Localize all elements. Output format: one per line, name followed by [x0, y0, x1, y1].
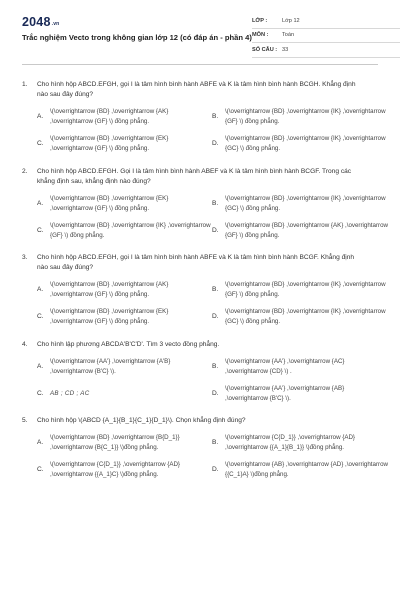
site-logo[interactable]	[22, 15, 59, 29]
option-text: \(\overrightarrow {BD} ,\overrightarrow {AK} ,\overrightarrow {GF} \) đồng phẳng.	[50, 281, 169, 298]
option-letter: D.	[212, 389, 219, 397]
meta-row-subject	[252, 29, 400, 44]
option-c[interactable]	[37, 307, 212, 327]
option-a[interactable]	[37, 107, 212, 127]
question-number: 3.	[22, 254, 28, 261]
option-b[interactable]	[212, 194, 388, 214]
question-5	[22, 416, 389, 480]
question-list	[22, 80, 389, 480]
option-letter: C.	[37, 226, 44, 234]
question-stem	[22, 167, 378, 187]
option-letter: A.	[37, 113, 44, 120]
option-grid	[22, 107, 386, 154]
option-text: \(\overrightarrow {AA'} ,\overrightarrow {A'B} ,\overrightarrow {B'C} \).	[50, 357, 171, 375]
option-letter: D.	[212, 466, 219, 473]
page-title: Trắc nghiệm Vecto trong không gian lớp 12 (có đáp án - phần 4)	[22, 33, 252, 42]
option-d[interactable]	[212, 134, 388, 154]
option-letter: C.	[37, 140, 44, 147]
option-c[interactable]	[37, 221, 212, 241]
gap	[22, 327, 378, 340]
option-text: \(\overrightarrow {C{D_1}} ,\overrightarrow {AD} ,\overrightarrow {{A_1}C} \)đồng phẳng.	[50, 461, 180, 478]
question-stem	[22, 416, 378, 426]
option-letter: B.	[212, 362, 219, 370]
option-a[interactable]	[37, 194, 212, 214]
option-text: \(\overrightarrow {BD} ,\overrightarrow {AK} ,\overrightarrow {GF} \) đồng phẳng.	[225, 221, 389, 239]
question-text: Cho hình hộp ABCD.EFGH, gọi I là tâm hình bình hành ABFE và K là tâm hình bình hành BCGF. Khẳng định nào sau đây đúng?	[37, 254, 355, 271]
option-letter: C.	[37, 313, 44, 320]
option-b[interactable]	[212, 107, 388, 127]
option-text: \(\overrightarrow {BD} ,\overrightarrow {IK} ,\overrightarrow {GF} \) đồng phẳng.	[50, 221, 211, 239]
question-4	[22, 340, 378, 404]
option-grid	[22, 194, 389, 241]
option-letter: C.	[37, 389, 44, 397]
option-letter: A.	[37, 439, 44, 446]
option-letter: D.	[212, 313, 219, 320]
option-text: \(\overrightarrow {AA'} ,\overrightarrow {AC} ,\overrightarrow {CD} \) .	[225, 357, 345, 375]
question-text: Cho hình hộp ABCD.EFGH. Gọi I là tâm hình bình hành ABEF và K là tâm hình bình hành BCGF. Trong các khẳng định sau, khẳng định nào đúng?	[37, 167, 352, 185]
question-stem	[22, 253, 378, 273]
question-1	[22, 80, 386, 154]
question-stem	[22, 340, 378, 350]
option-letter: A.	[37, 199, 44, 207]
meta-value: 33	[282, 46, 289, 53]
option-letter: B.	[212, 286, 219, 293]
meta-key: SỐ CÂU :	[252, 46, 278, 53]
logo-tld: .vn	[51, 21, 60, 27]
option-grid	[22, 357, 378, 404]
question-number: 5.	[22, 417, 28, 424]
option-letter: A.	[37, 362, 44, 370]
question-text: Cho hình hộp \(ABCD {A_1}{B_1}{C_1}{D_1}\). Chọn khẳng định đúng?	[37, 417, 246, 424]
option-c[interactable]	[37, 460, 212, 480]
option-text: \(\overrightarrow {BD} ,\overrightarrow {AK} ,\overrightarrow {GF} \) đồng phẳng.	[50, 108, 169, 125]
question-text: Cho hình hộp ABCD.EFGH, gọi I là tâm hình bình hành ABFE và K là tâm hình bình hành BCGH. Khẳng định nào sau đây đúng?	[37, 81, 356, 98]
option-d[interactable]	[212, 221, 388, 241]
option-d[interactable]	[212, 384, 388, 404]
question-2	[22, 167, 389, 241]
option-b[interactable]	[212, 280, 388, 300]
logo-text: 2048	[22, 15, 51, 29]
meta-table	[252, 14, 400, 58]
option-letter: C.	[37, 466, 44, 473]
meta-key: MÔN :	[252, 32, 269, 39]
header-divider	[22, 64, 378, 65]
gap	[22, 154, 378, 167]
page-header	[22, 10, 378, 72]
option-c[interactable]	[37, 134, 212, 154]
option-grid	[22, 280, 386, 327]
meta-row-count	[252, 43, 400, 58]
option-text: \(\overrightarrow {BD} ,\overrightarrow {IK} ,\overrightarrow {GC} \) đồng phẳng.	[225, 308, 386, 325]
option-text: \(\overrightarrow {C{D_1}} ,\overrightarrow {AD} ,\overrightarrow {{A_1}{B_1}} \)đồng phẳng.	[225, 434, 355, 451]
option-letter: D.	[212, 226, 219, 234]
option-b[interactable]	[212, 357, 388, 377]
option-d[interactable]	[212, 307, 388, 327]
meta-key: LỚP :	[252, 17, 268, 24]
option-letter: D.	[212, 140, 219, 147]
option-text: \(\overrightarrow {BD} ,\overrightarrow {IK} ,\overrightarrow {GF} \) đồng phẳng.	[225, 108, 386, 125]
option-c[interactable]	[37, 384, 212, 404]
gap	[22, 241, 378, 254]
option-text: \(\overrightarrow {AB} ,\overrightarrow {AD} ,\overrightarrow {{C_1}A} \)đồng phẳng.	[225, 461, 389, 478]
question-number: 4.	[22, 340, 28, 348]
question-3	[22, 253, 386, 327]
option-text: \(\overrightarrow {BD} ,\overrightarrow {EK} ,\overrightarrow {GF} \) đồng phẳng.	[50, 194, 169, 212]
option-b[interactable]	[212, 433, 388, 453]
option-letter: A.	[37, 286, 44, 293]
option-text: \(\overrightarrow {BD} ,\overrightarrow {IK} ,\overrightarrow {GC} \) đồng phẳng.	[225, 135, 386, 152]
option-letter: B.	[212, 199, 219, 207]
option-letter: B.	[212, 113, 219, 120]
option-a[interactable]	[37, 433, 212, 453]
question-stem	[22, 80, 378, 100]
option-a[interactable]	[37, 357, 212, 377]
question-number: 2.	[22, 167, 28, 175]
option-text: \(\overrightarrow {BD} ,\overrightarrow {IK} ,\overrightarrow {GC} \) đồng phẳng.	[225, 194, 386, 212]
option-letter: B.	[212, 439, 219, 446]
option-grid	[22, 433, 389, 480]
meta-row-class	[252, 14, 400, 29]
option-text: \(\overrightarrow {BD} ,\overrightarrow {B{D_1}} ,\overrightarrow {B{C_1}} \)đồng phẳng.	[50, 434, 180, 451]
meta-value: Toán	[282, 32, 295, 39]
question-text: Cho hình lập phương ABCDA'B'C'D'. Tìm 3 vecto đồng phẳng.	[37, 340, 220, 348]
option-text: \(\overrightarrow {BD} ,\overrightarrow {EK} ,\overrightarrow {GF} \) đồng phẳng.	[50, 135, 169, 152]
gap	[22, 404, 378, 417]
option-a[interactable]	[37, 280, 212, 300]
option-text: \(\overrightarrow {BD} ,\overrightarrow {EK} ,\overrightarrow {GF} \) đồng phẳng.	[50, 308, 169, 325]
option-d[interactable]	[212, 460, 388, 480]
meta-value: Lớp 12	[282, 17, 300, 24]
option-text: \(\overrightarrow {AA'} ,\overrightarrow {AB} ,\overrightarrow {B'C} \).	[225, 384, 345, 402]
question-number: 1.	[22, 81, 28, 88]
option-text: AB ; CD ; AC	[50, 389, 90, 397]
option-text: \(\overrightarrow {BD} ,\overrightarrow {IK} ,\overrightarrow {GF} \) đồng phẳng.	[225, 281, 386, 298]
